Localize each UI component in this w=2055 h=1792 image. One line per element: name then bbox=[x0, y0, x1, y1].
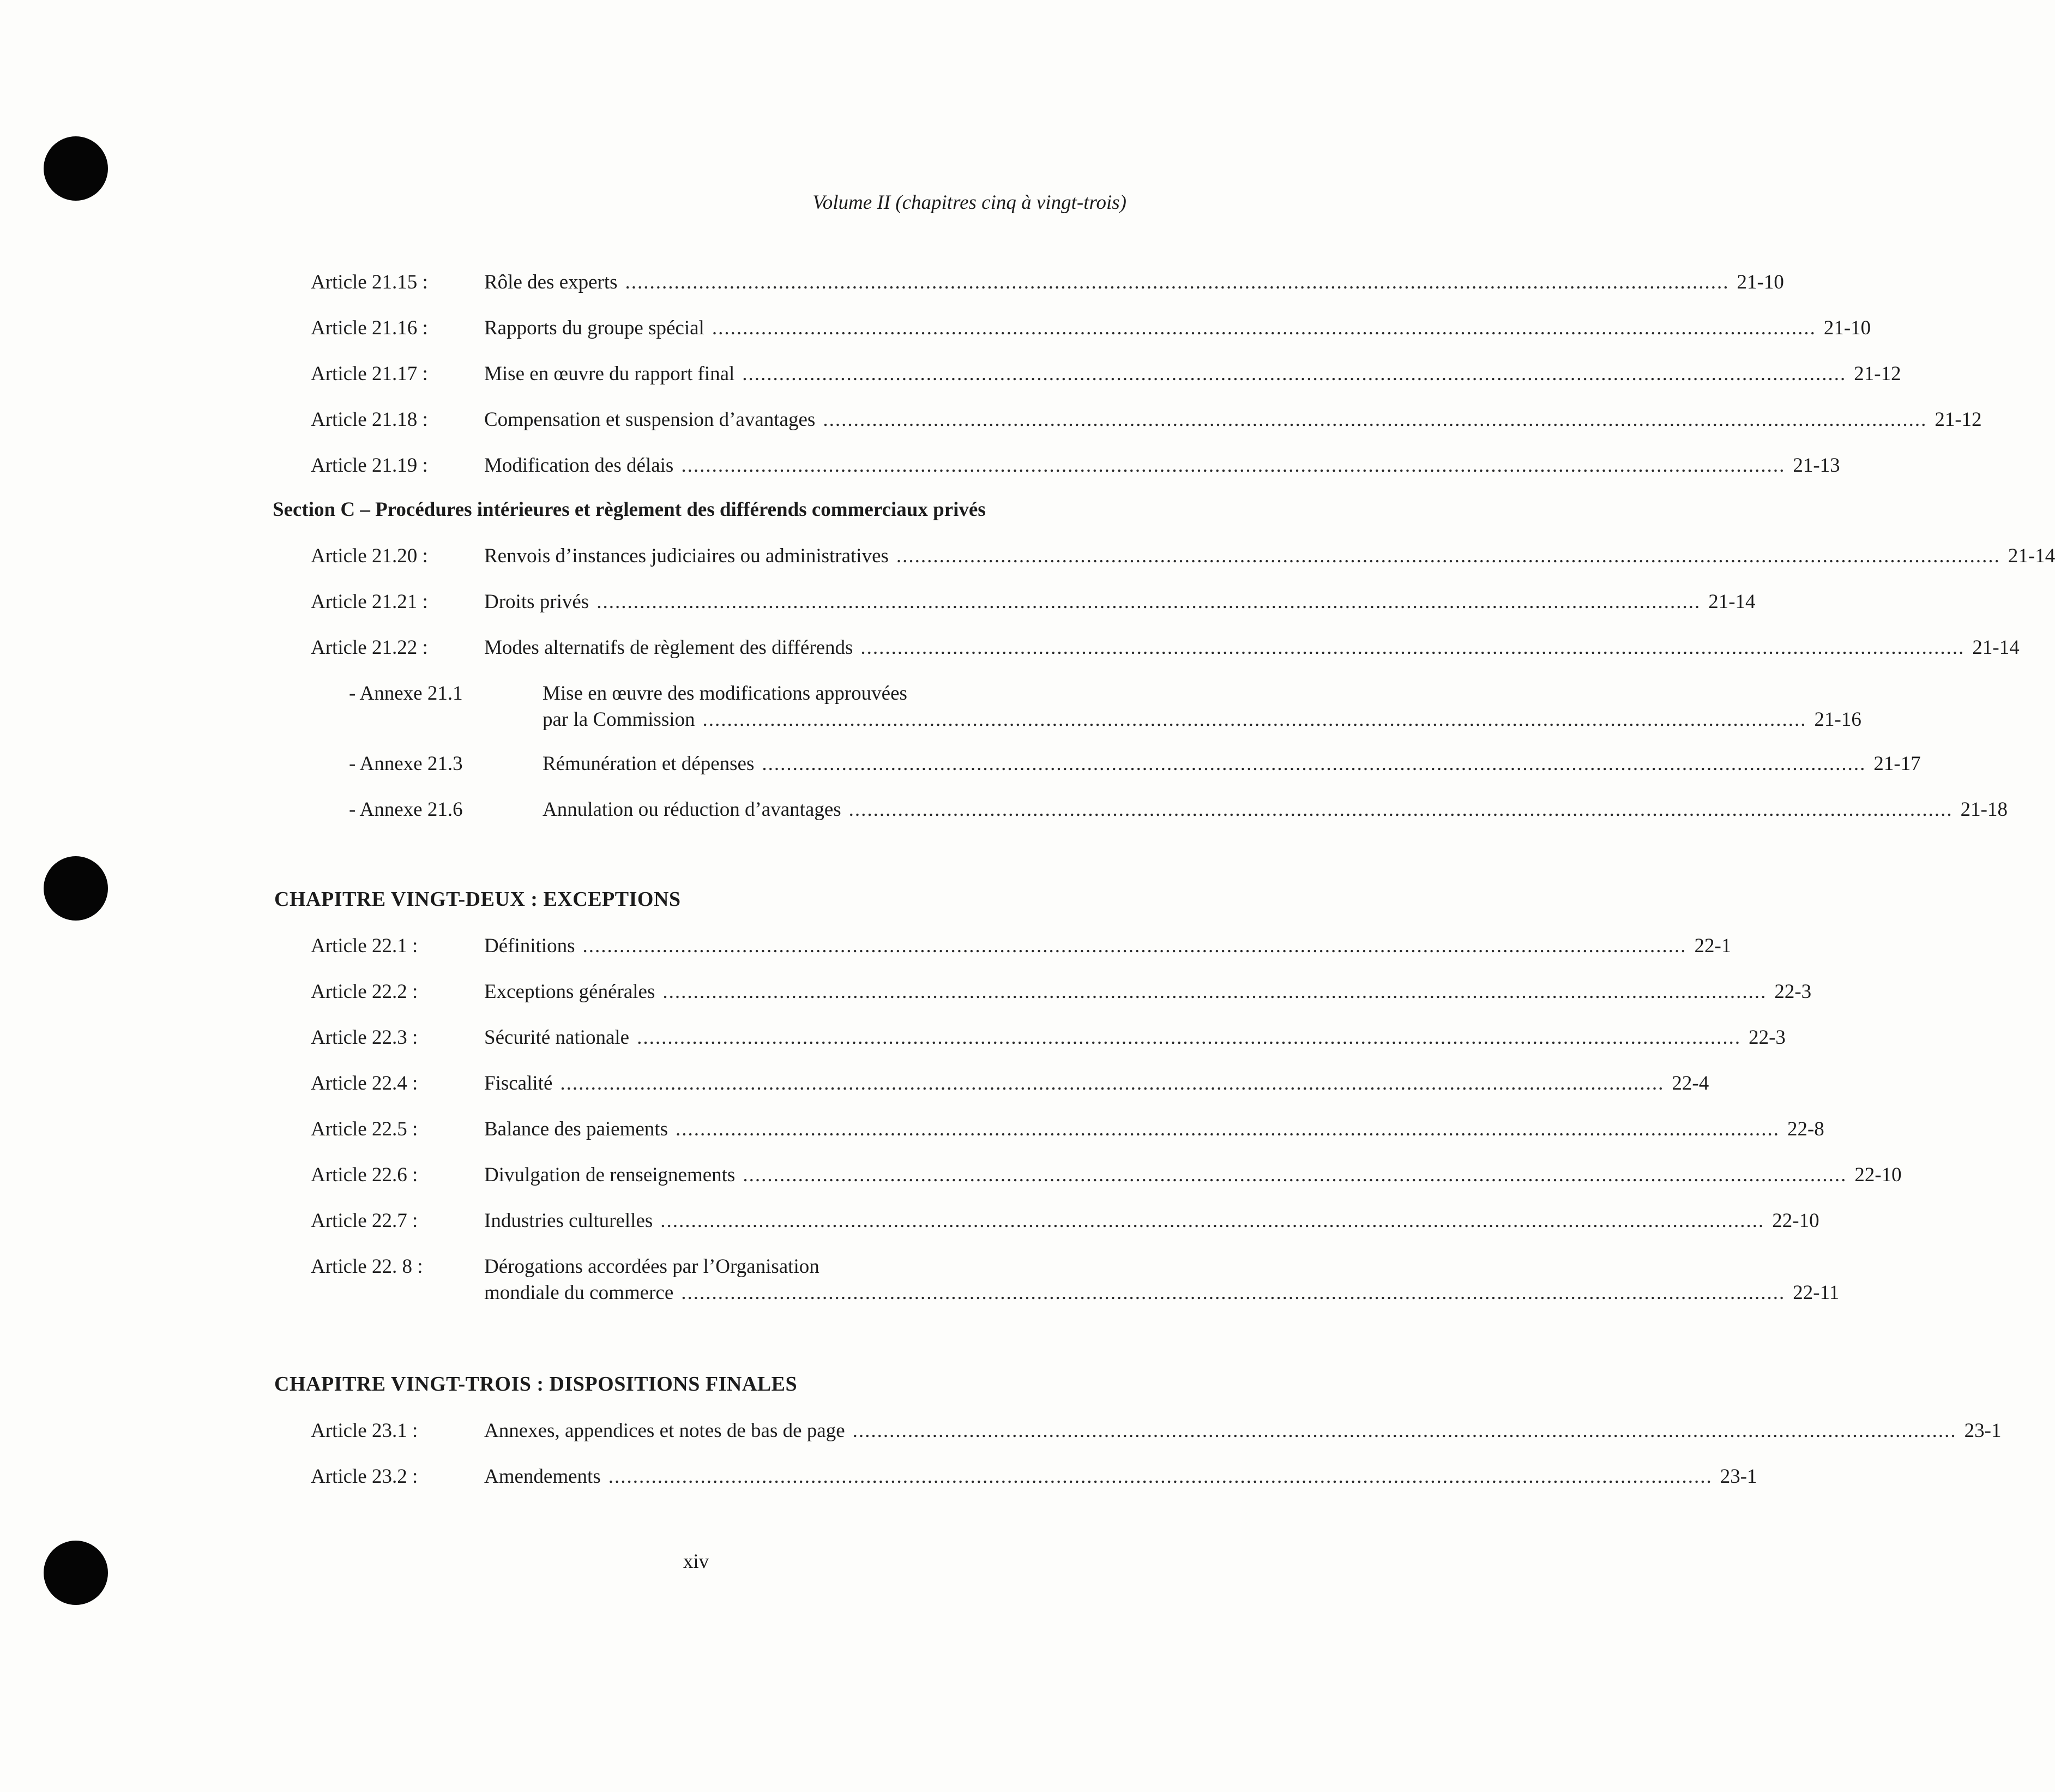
dot-leader: .................................................................................................................................................................................... bbox=[637, 1026, 1741, 1049]
entry-label: Article 22.7 : bbox=[311, 1210, 418, 1232]
entry-label: Article 22.6 : bbox=[311, 1164, 418, 1186]
dot-leader: .................................................................................................................................................................................... bbox=[823, 408, 1927, 431]
entry-title: Rémunération et dépenses bbox=[543, 753, 755, 775]
entry-page: 22-1 bbox=[1694, 935, 1732, 957]
section-c-heading: Section C – Procédures intérieures et règlement des différends commerciaux privés bbox=[273, 498, 986, 521]
entry-title: Balance des paiements bbox=[484, 1118, 668, 1140]
entry-title: Mise en œuvre du rapport final bbox=[484, 363, 735, 385]
entry-title-line1: Mise en œuvre des modifications approuvées bbox=[543, 682, 907, 705]
dot-leader: .................................................................................................................................................................................... bbox=[625, 271, 1729, 293]
running-header: Volume II (chapitres cinq à vingt-trois) bbox=[812, 191, 1126, 214]
entry-title: Fiscalité bbox=[484, 1072, 553, 1095]
entry-page: 21-12 bbox=[1854, 363, 1901, 385]
chapter-23-heading: CHAPITRE VINGT-TROIS : DISPOSITIONS FINALES bbox=[274, 1373, 798, 1396]
entry-label: Article 23.2 : bbox=[311, 1465, 418, 1488]
page-number: xiv bbox=[683, 1550, 709, 1573]
dot-leader: .................................................................................................................................................................................... bbox=[675, 1118, 1780, 1140]
entry-label: Article 21.16 : bbox=[311, 317, 428, 339]
entry-title: Renvois d’instances judiciaires ou administratives bbox=[484, 545, 889, 567]
dot-leader: .................................................................................................................................................................................... bbox=[762, 753, 1866, 775]
entry-label: Article 21.18 : bbox=[311, 408, 428, 431]
entry-page: 21-14 bbox=[2008, 545, 2055, 567]
dot-leader: .................................................................................................................................................................................... bbox=[608, 1465, 1713, 1488]
entry-page: 23-1 bbox=[1720, 1465, 1757, 1488]
entry-title: Sécurité nationale bbox=[484, 1026, 630, 1049]
entry-title: Droits privés bbox=[484, 591, 589, 613]
dot-leader: .................................................................................................................................................................................... bbox=[582, 935, 1687, 957]
entry-label: Article 21.15 : bbox=[311, 271, 428, 293]
dot-leader: .................................................................................................................................................................................... bbox=[681, 454, 1786, 477]
entry-label: Article 21.21 : bbox=[311, 591, 428, 613]
dot-leader: .................................................................................................................................................................................... bbox=[896, 545, 2000, 567]
entry-title: Exceptions générales bbox=[484, 981, 655, 1003]
entry-label: Article 22.2 : bbox=[311, 981, 418, 1003]
entry-title: Divulgation de renseignements bbox=[484, 1164, 736, 1186]
dot-leader: .................................................................................................................................................................................... bbox=[560, 1072, 1665, 1095]
entry-page: 21-14 bbox=[1708, 591, 1756, 613]
entry-page: 23-1 bbox=[1964, 1420, 2002, 1442]
entry-page: 22-4 bbox=[1672, 1072, 1709, 1095]
entry-title: Amendements bbox=[484, 1465, 601, 1488]
entry-page: 22-3 bbox=[1749, 1026, 1786, 1049]
entry-title: Rôle des experts bbox=[484, 271, 618, 293]
entry-page: 22-10 bbox=[1854, 1164, 1902, 1186]
dot-leader: .................................................................................................................................................................................... bbox=[596, 591, 1701, 613]
entry-title: Modification des délais bbox=[484, 454, 674, 477]
entry-label: Article 22.4 : bbox=[311, 1072, 418, 1095]
annex-label: - Annexe 21.6 bbox=[349, 798, 463, 821]
entry-label: Article 21.17 : bbox=[311, 363, 428, 385]
entry-page: 21-12 bbox=[1935, 408, 1982, 431]
entry-title: Définitions bbox=[484, 935, 575, 957]
entry-page: 22-10 bbox=[1772, 1210, 1819, 1232]
dot-leader: .................................................................................................................................................................................... bbox=[848, 798, 1953, 821]
annex-label: - Annexe 21.1 bbox=[349, 682, 463, 705]
entry-title: Compensation et suspension d’avantages bbox=[484, 408, 816, 431]
entry-label: Article 21.22 : bbox=[311, 636, 428, 659]
entry-label: Article 22.1 : bbox=[311, 935, 418, 957]
entry-page: 22-8 bbox=[1787, 1118, 1824, 1140]
entry-label: Article 22.5 : bbox=[311, 1118, 418, 1140]
entry-page: 21-17 bbox=[1873, 753, 1921, 775]
dot-leader: .................................................................................................................................................................................... bbox=[660, 1210, 1765, 1232]
dot-leader: .................................................................................................................................................................................... bbox=[742, 363, 1847, 385]
dot-leader: .................................................................................................................................................................................... bbox=[712, 317, 1816, 339]
dot-leader: .................................................................................................................................................................................... bbox=[702, 708, 1807, 731]
entry-title: Rapports du groupe spécial bbox=[484, 317, 704, 339]
entry-title: Annexes, appendices et notes de bas de page bbox=[484, 1420, 845, 1442]
entry-title: Annulation ou réduction d’avantages bbox=[543, 798, 841, 821]
dot-leader: .................................................................................................................................................................................... bbox=[860, 636, 1965, 659]
entry-label: Article 22. 8 : bbox=[311, 1255, 423, 1278]
entry-page: 21-10 bbox=[1737, 271, 1784, 293]
entry-label: Article 22.3 : bbox=[311, 1026, 418, 1049]
entry-page: 22-3 bbox=[1774, 981, 1812, 1003]
entry-title: Industries culturelles bbox=[484, 1210, 653, 1232]
entry-page: 21-18 bbox=[1960, 798, 2008, 821]
entry-title: par la Commission bbox=[543, 708, 695, 731]
entry-page: 21-10 bbox=[1823, 317, 1871, 339]
entry-label: Article 23.1 : bbox=[311, 1420, 418, 1442]
dot-leader: .................................................................................................................................................................................... bbox=[852, 1420, 1957, 1442]
annex-label: - Annexe 21.3 bbox=[349, 753, 463, 775]
entry-page: 21-14 bbox=[1972, 636, 2020, 659]
dot-leader: .................................................................................................................................................................................... bbox=[662, 981, 1767, 1003]
entry-title: mondiale du commerce bbox=[484, 1282, 674, 1304]
entry-page: 22-11 bbox=[1793, 1282, 1840, 1304]
entry-page: 21-16 bbox=[1814, 708, 1861, 731]
dot-leader: .................................................................................................................................................................................... bbox=[681, 1282, 1786, 1304]
chapter-22-heading: CHAPITRE VINGT-DEUX : EXCEPTIONS bbox=[274, 888, 681, 911]
entry-label: Article 21.20 : bbox=[311, 545, 428, 567]
entry-title: Modes alternatifs de règlement des différends bbox=[484, 636, 853, 659]
entry-page: 21-13 bbox=[1793, 454, 1840, 477]
dot-leader: .................................................................................................................................................................................... bbox=[743, 1164, 1847, 1186]
entry-title-line1: Dérogations accordées par l’Organisation bbox=[484, 1255, 819, 1278]
entry-label: Article 21.19 : bbox=[311, 454, 428, 477]
